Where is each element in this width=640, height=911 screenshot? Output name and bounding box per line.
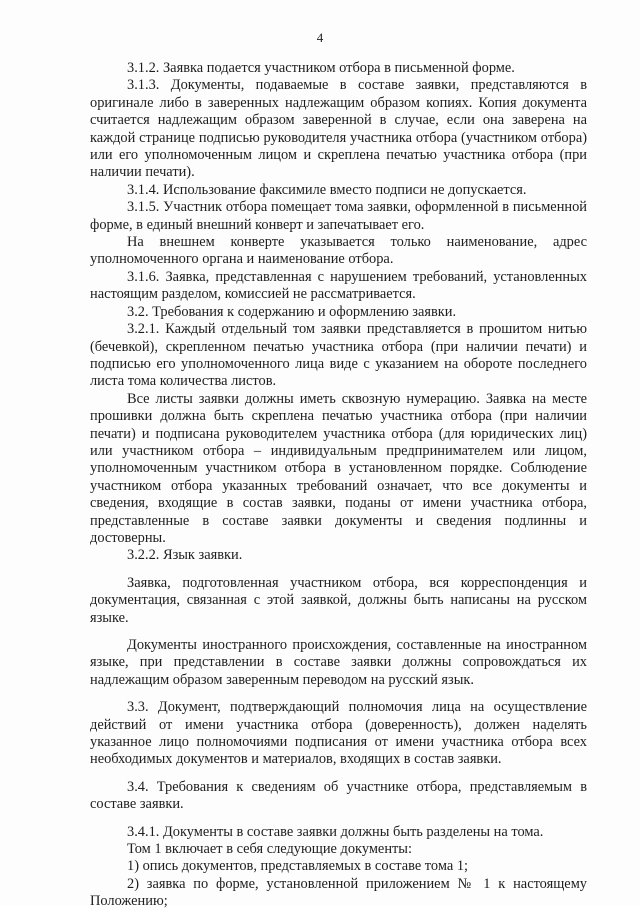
paragraph-envelope: На внешнем конверте указывается только наименование, адрес уполномоченного органа и наименование отбора. <box>90 234 587 268</box>
paragraph-3-1-3: 3.1.3. Документы, подаваемые в составе заявки, представляются в оригинале либо в заверенных надлежащим образом копиях. Копия документа считается надлежащим образом заверенной в случае, если она заверена на каждой странице подписью руководителя участника отбора (участником отбора) или его уполномоченным лицом и скреплена печатью участника отбора (при наличии печати). <box>90 77 587 181</box>
paragraph-3-1-6: 3.1.6. Заявка, представленная с нарушением требований, установленных настоящим разделом, комиссией не рассматривается. <box>90 268 587 303</box>
document-body <box>90 60 587 911</box>
page-number: 4 <box>316 30 324 45</box>
paragraph-3-3: 3.3. Документ, подтверждающий полномочия лица на осуществление действий от имени участника отбора (доверенность), должен наделять указанное лицо полномочиями подписания от имени участника отбора всех необходимых документов и материалов, входящих в состав заявки. <box>90 699 587 768</box>
paragraph-3-2-2: 3.2.2. Язык заявки. <box>127 547 243 564</box>
paragraph-numbering: Все листы заявки должны иметь сквозную нумерацию. Заявка на месте прошивки должна быть скреплена печатью участника отбора (при наличии печати) и подписана руководителем участника отбора (для юридических лиц) или участником отбора – индивидуальным предпринимателем или лицом, уполномоченным участником отбора в установленном порядке. Соблюдение участником отбора указанных требований означает, что все документы и сведения, входящие в состав заявки, поданы от имени участника отбора, представленные в составе заявки документы и сведения подлинны и достоверны. <box>90 390 587 546</box>
paragraph-item-1: 1) опись документов, представляемых в составе тома 1; <box>127 858 469 875</box>
paragraph-3-1-2: 3.1.2. Заявка подается участником отбора в письменной форме. <box>127 60 515 76</box>
paragraph-volume-1: Том 1 включает в себя следующие документы: <box>127 841 412 858</box>
paragraph-3-1-4: 3.1.4. Использование факсимиле вместо подписи не допускается. <box>127 181 527 198</box>
paragraph-3-4-1: 3.4.1. Документы в составе заявки должны быть разделены на тома. <box>127 823 544 840</box>
paragraph-3-2: 3.2. Требования к содержанию и оформлению заявки. <box>127 303 457 320</box>
paragraph-foreign-documents: Документы иностранного происхождения, составленные на иностранном языке, при представлении в составе заявки должны сопровождаться их надлежащим образом заверенным переводом на русский язык. <box>90 637 587 688</box>
paragraph-language: Заявка, подготовленная участником отбора, вся корреспонденция и документация, связанная с этой заявкой, должны быть написаны на русском языке. <box>90 574 587 626</box>
paragraph-3-1-5: 3.1.5. Участник отбора помещает тома заявки, оформленной в письменной форме, в единый внешний конверт и запечатывает его. <box>90 199 587 233</box>
paragraph-item-2: 2) заявка по форме, установленной приложением № 1 к настоящему Положению; <box>90 875 587 910</box>
paragraph-3-4: 3.4. Требования к сведениям об участнике отбора, представляемым в составе заявки. <box>90 778 587 813</box>
paragraph-3-2-1: 3.2.1. Каждый отдельный том заявки представляется в прошитом нитью (бечевкой), скрепленном печатью участника отбора (при наличии печати) и подписью его уполномоченного лица виде с указанием на обороте последнего листа тома количества листов. <box>90 321 587 390</box>
